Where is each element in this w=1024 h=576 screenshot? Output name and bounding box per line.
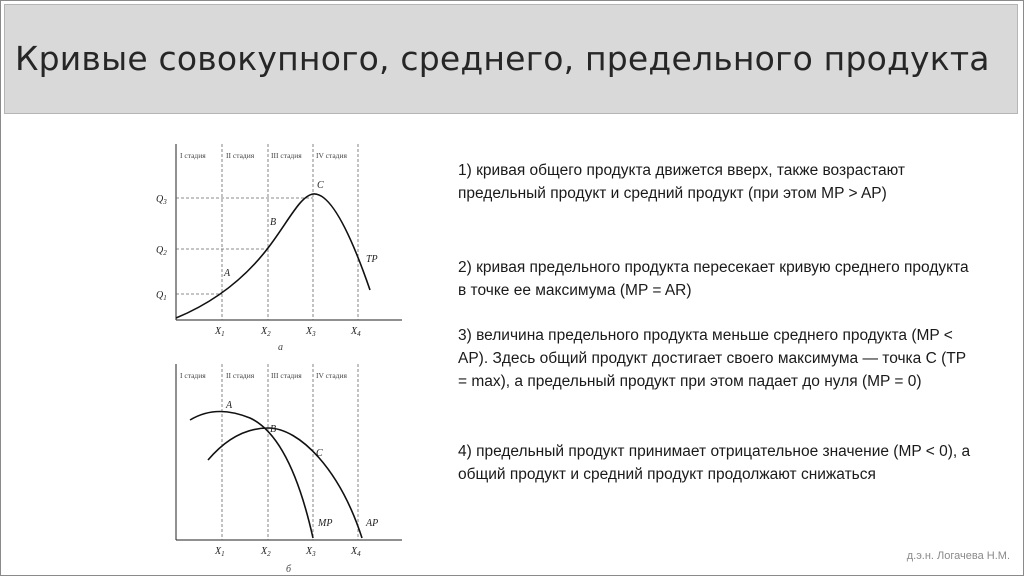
point-label-c: C xyxy=(316,448,323,459)
curve-label-tp: TP xyxy=(366,254,378,265)
curve-label-ap: AP xyxy=(366,518,379,529)
stage-label-3: III стадия xyxy=(271,371,302,380)
point-label-b: B xyxy=(270,217,277,228)
y-tick-q3: Q3 xyxy=(156,194,167,206)
paragraph-3: 3) величина предельного продукта меньше среднего продукта (MP < AP). Здесь общий продукт достигает своего максимума — точка С (TP = max), а предельный продукт при этом падает до нуля (MP = 0) xyxy=(458,327,966,390)
stage-label-2: II стадия xyxy=(226,371,255,380)
x-tick-x1: X1 xyxy=(215,546,225,558)
x-tick-x2: X2 xyxy=(261,326,271,338)
point-label-a: A xyxy=(226,400,233,411)
paragraph-2: 2) кривая предельного продукта пересекает кривую среднего продукта в точке ее максимума (MP = AR) xyxy=(458,259,969,299)
diagram-a-caption: а xyxy=(278,342,283,353)
stage-label-1: I стадия xyxy=(180,371,206,380)
x-tick-x4: X4 xyxy=(351,546,361,558)
ap-curve xyxy=(208,428,362,538)
stage-label-1: I стадия xyxy=(180,151,206,160)
stage-label-2: II стадия xyxy=(226,151,255,160)
stage-label-3: III стадия xyxy=(271,151,302,160)
stage-label-4: IV стадия xyxy=(316,371,347,380)
paragraph-4: 4) предельный продукт принимает отрицательное значение (MP < 0), а общий продукт и средний продукт продолжают снижаться xyxy=(458,443,971,483)
x-tick-x3: X3 xyxy=(306,326,316,338)
diagram-b xyxy=(150,360,410,576)
paragraph-1: 1) кривая общего продукта движется вверх, также возрастают предельный продукт и средний продукт (при этом MP > AP) xyxy=(458,162,906,202)
x-tick-x4: X4 xyxy=(351,326,361,338)
slide-title: Кривые совокупного, среднего, предельного продукта xyxy=(15,39,990,78)
diagram-b-caption: б xyxy=(286,564,292,575)
y-tick-q1: Q1 xyxy=(156,290,167,302)
x-tick-x3: X3 xyxy=(306,546,316,558)
point-label-b: B xyxy=(270,424,277,435)
author-caption: д.э.н. Логачева Н.М. xyxy=(906,550,1010,562)
x-tick-x1: X1 xyxy=(215,326,225,338)
tp-curve xyxy=(176,194,370,318)
point-label-c: C xyxy=(317,180,324,191)
diagram-a xyxy=(150,132,410,354)
y-tick-q2: Q2 xyxy=(156,245,167,257)
title-bar xyxy=(4,4,1018,114)
curve-label-mp: MP xyxy=(318,518,333,529)
x-tick-x2: X2 xyxy=(261,546,271,558)
stage-label-4: IV стадия xyxy=(316,151,347,160)
point-label-a: A xyxy=(224,268,231,279)
